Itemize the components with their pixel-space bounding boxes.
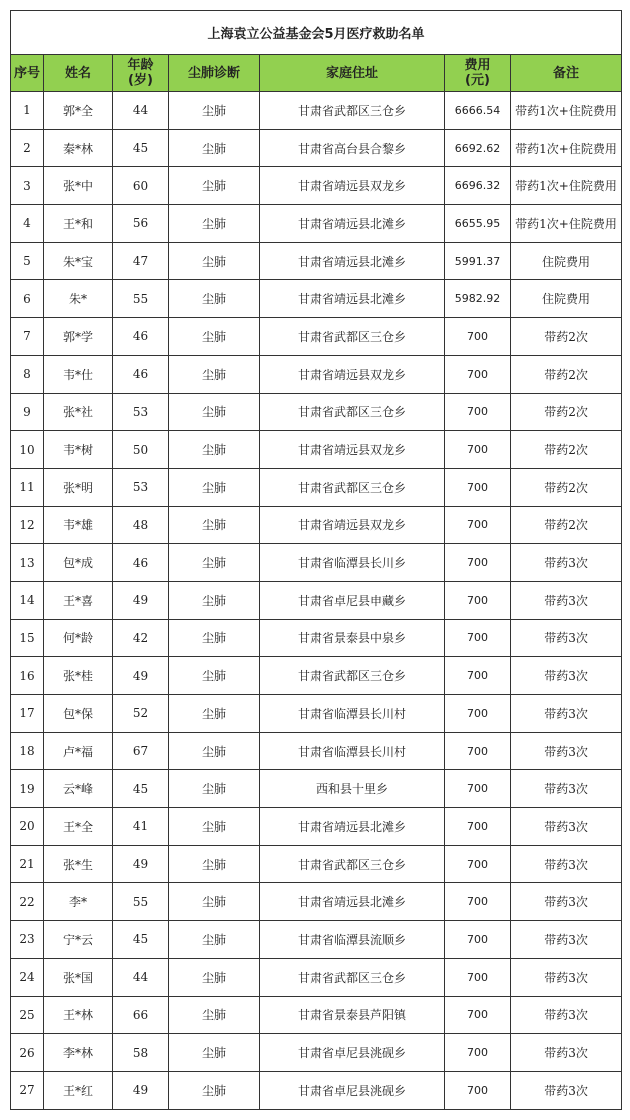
cell-remark: 带药1次+住院费用 (511, 92, 622, 130)
cell-address: 甘肃省靖远县双龙乡 (260, 355, 445, 393)
cell-diagnosis: 尘肺 (169, 958, 260, 996)
cell-age: 66 (113, 996, 169, 1034)
cell-fee: 700 (445, 468, 511, 506)
cell-fee: 700 (445, 732, 511, 770)
cell-fee: 700 (445, 996, 511, 1034)
cell-fee: 700 (445, 581, 511, 619)
cell-fee: 700 (445, 695, 511, 733)
cell-age: 60 (113, 167, 169, 205)
cell-age: 53 (113, 468, 169, 506)
cell-remark: 带药2次 (511, 431, 622, 469)
cell-remark: 带药1次+住院费用 (511, 167, 622, 205)
cell-fee: 6666.54 (445, 92, 511, 130)
table-row (11, 845, 622, 883)
header-remark: 备注 (511, 55, 622, 92)
cell-no: 8 (11, 355, 44, 393)
cell-age: 45 (113, 921, 169, 959)
cell-address: 甘肃省临潭县长川乡 (260, 544, 445, 582)
table-row (11, 883, 622, 921)
cell-name: 张*明 (44, 468, 113, 506)
table-row (11, 242, 622, 280)
cell-no: 13 (11, 544, 44, 582)
header-address: 家庭住址 (260, 55, 445, 92)
cell-remark: 带药3次 (511, 770, 622, 808)
cell-fee: 700 (445, 393, 511, 431)
cell-fee: 700 (445, 958, 511, 996)
cell-remark: 带药3次 (511, 883, 622, 921)
cell-fee: 700 (445, 657, 511, 695)
cell-no: 26 (11, 1034, 44, 1072)
cell-remark: 带药2次 (511, 355, 622, 393)
cell-address: 甘肃省景泰县中泉乡 (260, 619, 445, 657)
table-row (11, 921, 622, 959)
cell-name: 朱* (44, 280, 113, 318)
cell-diagnosis: 尘肺 (169, 544, 260, 582)
cell-remark: 带药3次 (511, 657, 622, 695)
cell-remark: 带药3次 (511, 581, 622, 619)
cell-no: 12 (11, 506, 44, 544)
cell-no: 2 (11, 129, 44, 167)
table-row (11, 355, 622, 393)
cell-name: 张*国 (44, 958, 113, 996)
table-row (11, 958, 622, 996)
cell-age: 42 (113, 619, 169, 657)
cell-no: 6 (11, 280, 44, 318)
table-row (11, 996, 622, 1034)
cell-name: 张*社 (44, 393, 113, 431)
cell-name: 云*峰 (44, 770, 113, 808)
header-no: 序号 (11, 55, 44, 92)
table-row (11, 318, 622, 356)
cell-name: 韦*雄 (44, 506, 113, 544)
cell-remark: 带药2次 (511, 393, 622, 431)
table-row (11, 205, 622, 243)
cell-diagnosis: 尘肺 (169, 732, 260, 770)
cell-diagnosis: 尘肺 (169, 770, 260, 808)
cell-age: 55 (113, 883, 169, 921)
cell-fee: 700 (445, 355, 511, 393)
cell-fee: 700 (445, 883, 511, 921)
table-row (11, 393, 622, 431)
cell-age: 45 (113, 770, 169, 808)
cell-no: 15 (11, 619, 44, 657)
cell-fee: 700 (445, 544, 511, 582)
cell-remark: 带药3次 (511, 544, 622, 582)
cell-age: 44 (113, 958, 169, 996)
header-diagnosis: 尘肺诊断 (169, 55, 260, 92)
cell-diagnosis: 尘肺 (169, 695, 260, 733)
cell-fee: 700 (445, 1034, 511, 1072)
cell-diagnosis: 尘肺 (169, 355, 260, 393)
header-fee (445, 55, 511, 92)
cell-diagnosis: 尘肺 (169, 167, 260, 205)
cell-no: 5 (11, 242, 44, 280)
cell-address: 甘肃省武都区三仓乡 (260, 657, 445, 695)
cell-age: 47 (113, 242, 169, 280)
cell-fee: 700 (445, 808, 511, 846)
cell-diagnosis: 尘肺 (169, 280, 260, 318)
cell-name: 郭*学 (44, 318, 113, 356)
cell-no: 25 (11, 996, 44, 1034)
cell-diagnosis: 尘肺 (169, 883, 260, 921)
table-row (11, 129, 622, 167)
cell-name: 王*喜 (44, 581, 113, 619)
cell-name: 朱*宝 (44, 242, 113, 280)
cell-name: 韦*树 (44, 431, 113, 469)
cell-age: 50 (113, 431, 169, 469)
cell-diagnosis: 尘肺 (169, 431, 260, 469)
cell-fee: 5982.92 (445, 280, 511, 318)
header-fee-line2: (元) (465, 73, 490, 88)
cell-address: 甘肃省靖远县双龙乡 (260, 431, 445, 469)
cell-remark: 带药3次 (511, 1071, 622, 1109)
cell-no: 3 (11, 167, 44, 205)
cell-diagnosis: 尘肺 (169, 1071, 260, 1109)
cell-age: 49 (113, 657, 169, 695)
cell-no: 20 (11, 808, 44, 846)
table-row (11, 657, 622, 695)
cell-no: 18 (11, 732, 44, 770)
cell-remark: 带药2次 (511, 468, 622, 506)
table-row (11, 808, 622, 846)
relief-list-table (10, 10, 622, 1110)
cell-address: 甘肃省景泰县芦阳镇 (260, 996, 445, 1034)
cell-name: 张*中 (44, 167, 113, 205)
cell-remark: 带药3次 (511, 921, 622, 959)
cell-age: 45 (113, 129, 169, 167)
document-page (10, 10, 621, 1110)
cell-address: 甘肃省临潭县流顺乡 (260, 921, 445, 959)
cell-age: 49 (113, 845, 169, 883)
cell-diagnosis: 尘肺 (169, 845, 260, 883)
cell-name: 包*保 (44, 695, 113, 733)
cell-address: 甘肃省武都区三仓乡 (260, 318, 445, 356)
cell-no: 22 (11, 883, 44, 921)
cell-address: 甘肃省武都区三仓乡 (260, 393, 445, 431)
header-age (113, 55, 169, 92)
cell-diagnosis: 尘肺 (169, 92, 260, 130)
cell-no: 23 (11, 921, 44, 959)
cell-remark: 带药3次 (511, 845, 622, 883)
cell-fee: 6655.95 (445, 205, 511, 243)
cell-remark: 住院费用 (511, 242, 622, 280)
cell-remark: 带药3次 (511, 958, 622, 996)
cell-name: 秦*林 (44, 129, 113, 167)
cell-address: 甘肃省靖远县双龙乡 (260, 167, 445, 205)
cell-fee: 700 (445, 318, 511, 356)
cell-address: 甘肃省卓尼县洮砚乡 (260, 1034, 445, 1072)
cell-age: 52 (113, 695, 169, 733)
cell-remark: 带药3次 (511, 695, 622, 733)
table-row (11, 732, 622, 770)
cell-diagnosis: 尘肺 (169, 619, 260, 657)
cell-address: 甘肃省靖远县北滩乡 (260, 883, 445, 921)
cell-address: 甘肃省武都区三仓乡 (260, 468, 445, 506)
cell-name: 宁*云 (44, 921, 113, 959)
cell-fee: 700 (445, 845, 511, 883)
table-row (11, 468, 622, 506)
table-row (11, 770, 622, 808)
cell-age: 48 (113, 506, 169, 544)
cell-no: 21 (11, 845, 44, 883)
cell-no: 9 (11, 393, 44, 431)
cell-name: 何*龄 (44, 619, 113, 657)
cell-diagnosis: 尘肺 (169, 1034, 260, 1072)
cell-remark: 带药3次 (511, 619, 622, 657)
cell-age: 67 (113, 732, 169, 770)
cell-address: 西和县十里乡 (260, 770, 445, 808)
cell-address: 甘肃省靖远县北滩乡 (260, 808, 445, 846)
header-age-line2: (岁) (128, 73, 153, 88)
cell-name: 王*和 (44, 205, 113, 243)
cell-age: 58 (113, 1034, 169, 1072)
cell-age: 46 (113, 544, 169, 582)
cell-name: 卢*福 (44, 732, 113, 770)
cell-diagnosis: 尘肺 (169, 205, 260, 243)
cell-fee: 6696.32 (445, 167, 511, 205)
table-row (11, 544, 622, 582)
cell-diagnosis: 尘肺 (169, 468, 260, 506)
table-row (11, 280, 622, 318)
cell-age: 46 (113, 318, 169, 356)
cell-age: 56 (113, 205, 169, 243)
cell-remark: 带药3次 (511, 732, 622, 770)
cell-remark: 带药3次 (511, 808, 622, 846)
cell-age: 53 (113, 393, 169, 431)
cell-name: 李* (44, 883, 113, 921)
cell-name: 王*林 (44, 996, 113, 1034)
cell-address: 甘肃省临潭县长川村 (260, 732, 445, 770)
table-row (11, 695, 622, 733)
cell-name: 张*桂 (44, 657, 113, 695)
cell-no: 27 (11, 1071, 44, 1109)
table-row (11, 92, 622, 130)
cell-remark: 带药1次+住院费用 (511, 129, 622, 167)
cell-remark: 带药1次+住院费用 (511, 205, 622, 243)
cell-diagnosis: 尘肺 (169, 657, 260, 695)
header-name: 姓名 (44, 55, 113, 92)
cell-diagnosis: 尘肺 (169, 242, 260, 280)
cell-remark: 带药2次 (511, 318, 622, 356)
cell-no: 7 (11, 318, 44, 356)
table-title: 上海袁立公益基金会5月医疗救助名单 (11, 11, 622, 55)
cell-diagnosis: 尘肺 (169, 808, 260, 846)
cell-name: 张*生 (44, 845, 113, 883)
cell-no: 17 (11, 695, 44, 733)
cell-address: 甘肃省卓尼县洮砚乡 (260, 1071, 445, 1109)
cell-fee: 6692.62 (445, 129, 511, 167)
cell-address: 甘肃省武都区三仓乡 (260, 958, 445, 996)
cell-no: 1 (11, 92, 44, 130)
cell-no: 24 (11, 958, 44, 996)
cell-diagnosis: 尘肺 (169, 581, 260, 619)
cell-age: 41 (113, 808, 169, 846)
cell-diagnosis: 尘肺 (169, 318, 260, 356)
cell-fee: 700 (445, 431, 511, 469)
cell-remark: 带药2次 (511, 506, 622, 544)
cell-diagnosis: 尘肺 (169, 921, 260, 959)
cell-name: 李*林 (44, 1034, 113, 1072)
table-row (11, 431, 622, 469)
table-row (11, 506, 622, 544)
cell-address: 甘肃省靖远县北滩乡 (260, 280, 445, 318)
cell-fee: 700 (445, 506, 511, 544)
cell-name: 郭*全 (44, 92, 113, 130)
cell-address: 甘肃省武都区三仓乡 (260, 845, 445, 883)
cell-name: 包*成 (44, 544, 113, 582)
cell-diagnosis: 尘肺 (169, 996, 260, 1034)
cell-name: 韦*仕 (44, 355, 113, 393)
cell-no: 16 (11, 657, 44, 695)
table-body (11, 92, 622, 1110)
cell-fee: 700 (445, 770, 511, 808)
cell-diagnosis: 尘肺 (169, 129, 260, 167)
table-row (11, 619, 622, 657)
header-fee-line1: 费用 (464, 58, 491, 73)
table-row (11, 1034, 622, 1072)
cell-address: 甘肃省靖远县双龙乡 (260, 506, 445, 544)
cell-diagnosis: 尘肺 (169, 506, 260, 544)
cell-no: 14 (11, 581, 44, 619)
cell-name: 王*全 (44, 808, 113, 846)
cell-address: 甘肃省高台县合黎乡 (260, 129, 445, 167)
cell-address: 甘肃省武都区三仓乡 (260, 92, 445, 130)
cell-address: 甘肃省临潭县长川村 (260, 695, 445, 733)
cell-no: 10 (11, 431, 44, 469)
table-row (11, 167, 622, 205)
cell-no: 4 (11, 205, 44, 243)
table-row (11, 1071, 622, 1109)
cell-name: 王*红 (44, 1071, 113, 1109)
cell-remark: 带药3次 (511, 996, 622, 1034)
cell-address: 甘肃省靖远县北滩乡 (260, 205, 445, 243)
header-age-line1: 年龄 (127, 58, 154, 73)
cell-fee: 700 (445, 1071, 511, 1109)
table-row (11, 581, 622, 619)
cell-no: 11 (11, 468, 44, 506)
cell-diagnosis: 尘肺 (169, 393, 260, 431)
cell-age: 49 (113, 1071, 169, 1109)
cell-address: 甘肃省靖远县北滩乡 (260, 242, 445, 280)
cell-address: 甘肃省卓尼县申藏乡 (260, 581, 445, 619)
cell-fee: 700 (445, 921, 511, 959)
cell-no: 19 (11, 770, 44, 808)
cell-age: 44 (113, 92, 169, 130)
cell-age: 55 (113, 280, 169, 318)
cell-age: 49 (113, 581, 169, 619)
cell-age: 46 (113, 355, 169, 393)
cell-fee: 700 (445, 619, 511, 657)
cell-fee: 5991.37 (445, 242, 511, 280)
cell-remark: 住院费用 (511, 280, 622, 318)
cell-remark: 带药3次 (511, 1034, 622, 1072)
